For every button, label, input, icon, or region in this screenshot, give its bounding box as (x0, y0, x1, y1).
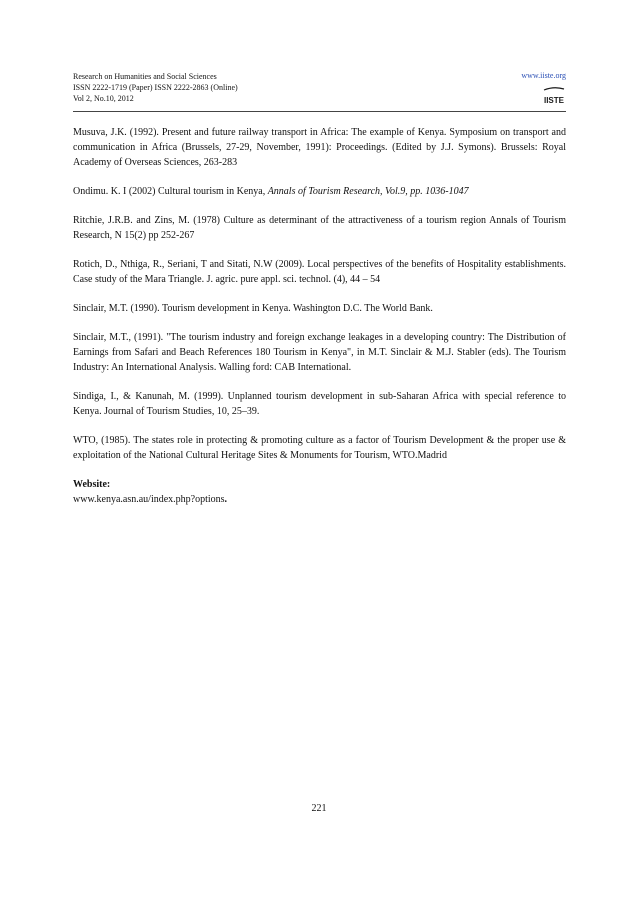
reference-text: WTO, (1985). The states role in protecting & promoting culture as a factor of Tourism Development & the proper use & exploitation of the National Cultural Heritage Sites & Monuments for Tourism, WTO.Madrid (73, 435, 566, 461)
reference-item (73, 213, 566, 243)
website-link[interactable]: www.kenya.asn.au/index.php?options (73, 494, 225, 505)
reference-item (73, 389, 566, 419)
website-heading: Website: (73, 479, 111, 490)
reference-text: Musuva, J.K. (1992). Present and future railway transport in Africa: The example of Kenya. Symposium on transport and communication in Africa (Brussels, 27-29, November, 1991): Proceedings. (Edited by J.J. Symons). Brussels: Royal Academy of Overseas Sciences, 263-283 (73, 127, 566, 168)
page-number: 221 (311, 803, 327, 814)
reference-list (73, 125, 566, 507)
issn-line: ISSN 2222-1719 (Paper) ISSN 2222-2863 (Online) (73, 83, 238, 92)
reference-text: Sinclair, M.T., (1991). "The tourism industry and foreign exchange leakages in a developing country: The Distribution of Earnings from Safari and Beach References 180 Tourism in Kenya", in M.T. Sinclair & M.J. Stabler (eds). The Tourism Industry: An International Analysis. Walling ford: CAB International. (73, 332, 566, 373)
reference-item (73, 330, 566, 375)
journal-name: Research on Humanities and Social Sciences (73, 72, 217, 81)
reference-text: Ritchie, J.R.B. and Zins, M. (1978) Culture as determinant of the attractiveness of a tourism region Annals of Tourism Research, N 15(2) pp 252-267 (73, 215, 566, 241)
logo-swoosh (544, 88, 564, 90)
reference-journal-italic: Annals of Tourism Research, Vol.9, pp. 1036-1047 (267, 186, 469, 197)
reference-item (73, 257, 566, 287)
reference-text: Rotich, D., Nthiga, R., Seriani, T and Sitati, N.W (2009). Local perspectives of the benefits of Hospitality establishments. Case study of the Mara Triangle. J. agric. pure appl. sci. technol. (4), 44 – 54 (73, 259, 566, 285)
reference-text: Sinclair, M.T. (1990). Tourism development in Kenya. Washington D.C. The World Bank. (73, 303, 433, 314)
website-line (73, 492, 566, 507)
reference-item (73, 125, 566, 170)
reference-text: Ondimu. K. I (2002) Cultural tourism in Kenya, (73, 186, 268, 197)
website-trailing-period: . (224, 494, 228, 505)
reference-item (73, 184, 566, 199)
reference-item (73, 433, 566, 463)
iiste-logo (542, 86, 566, 106)
logo-text: IISTE (543, 96, 565, 105)
journal-url-link[interactable]: www.iiste.org (521, 71, 566, 80)
reference-item (73, 301, 566, 316)
reference-text: Sindiga, I., & Kanunah, M. (1999). Unplanned tourism development in sub-Saharan Africa with special reference to Kenya. Journal of Tourism Studies, 10, 25–39. (73, 391, 566, 417)
page-header (73, 71, 566, 111)
volume-line: Vol 2, No.10, 2012 (73, 94, 134, 103)
header-divider (73, 111, 566, 112)
